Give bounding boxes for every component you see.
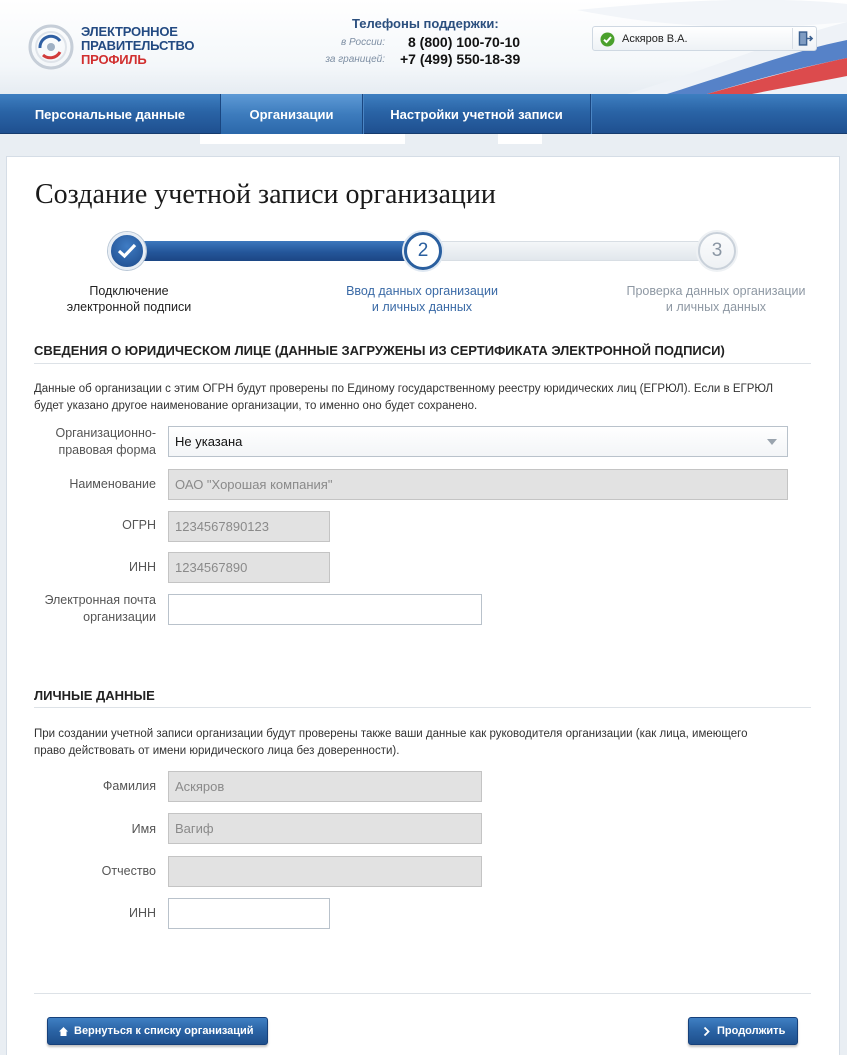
org-email-input[interactable] [168,594,482,625]
support-russia-row [300,34,525,50]
continue-button[interactable] [688,1017,798,1045]
step-3-label [616,283,816,315]
org-name-label: Наименование [69,477,156,491]
checkmark-icon [117,243,137,259]
last-name-field[interactable]: Аскяров [168,771,482,802]
nav-shadow-strip [200,134,405,144]
org-section-divider [34,363,811,364]
actions-divider [34,993,811,994]
personal-section-note [34,726,819,760]
org-section-title: СВЕДЕНИЯ О ЮРИДИЧЕСКОМ ЛИЦЕ (ДАННЫЕ ЗАГРУЖЕНЫ ИЗ СЕРТИФИКАТА ЭЛЕКТРОННОЙ ПОДПИСИ) [34,343,725,358]
personal-inn-label: ИНН [128,906,156,920]
home-icon [59,1027,68,1036]
tab-organizations[interactable]: Организации [221,94,363,134]
logout-icon[interactable] [792,28,815,49]
stepper-progress-fill [125,241,425,261]
tab-account-settings[interactable]: Настройки учетной записи [363,94,591,134]
org-inn-label: ИНН [128,560,156,574]
last-name-label: Фамилия [102,779,156,793]
legal-form-value: Не указана [175,434,243,449]
first-name-field[interactable]: Вагиф [168,813,482,844]
org-name-field[interactable]: ОАО "Хорошая компания" [168,469,788,500]
first-name-label: Имя [131,822,156,836]
nav-shadow-strip-2 [498,134,542,144]
legal-form-label-line1: Организационно- [55,426,156,440]
main-nav [0,94,847,134]
org-email-label [20,592,156,626]
step-1-label-line2: электронной подписи [66,300,192,314]
step-2-circle: 2 [404,232,442,270]
step-3-circle: 3 [698,232,736,270]
support-abroad-label: за границей: [325,54,385,65]
personal-section-divider [34,707,811,708]
legal-form-select[interactable] [168,426,788,457]
continue-button-label: Продолжить [717,1025,786,1037]
personal-note-line1: При создании учетной записи организации будут проверены также ваши данные как руководителя организации (как лица, имеющего [34,728,748,740]
org-email-label-line2: организации [83,610,156,624]
step-1-circle [108,232,146,270]
ogrn-field[interactable]: 1234567890123 [168,511,330,542]
step-2-label-line2: и личных данных [371,300,473,314]
step-3-label-line2: и личных данных [665,300,767,314]
patronymic-label: Отчество [101,864,156,878]
support-abroad-phone: +7 (499) 550-18-39 [400,51,521,67]
logo-line-1: ЭЛЕКТРОННОЕ [81,24,178,39]
personal-inn-input[interactable] [168,898,330,929]
step-1-label [48,283,210,315]
chevron-down-icon [767,439,777,445]
step-1-label-line1: Подключение [89,284,169,298]
chevron-right-icon [702,1027,711,1036]
legal-form-label [20,425,156,459]
user-name[interactable]: Аскяров В.А. [622,33,688,45]
ogrn-label: ОГРН [122,518,156,532]
step-2-label-line1: Ввод данных организации [346,284,498,298]
page-title: Создание учетной записи организации [35,179,496,210]
gov-emblem-icon [28,24,74,70]
personal-section-title: ЛИЧНЫЕ ДАННЫЕ [34,688,155,703]
check-circle-icon [600,32,615,47]
org-note-line1: Данные об организации с этим ОГРН будут проверены по Единому государственному реестру юридических лиц (ЕГРЮЛ). Если в ЕГРЮЛ [34,383,774,395]
step-2-label [330,283,514,315]
support-title: Телефоны поддержки: [352,16,499,31]
org-email-label-line1: Электронная почта [44,593,156,607]
step-3-label-line1: Проверка данных организации [626,284,806,298]
logo-text[interactable] [81,25,194,67]
back-button-label: Вернуться к списку организаций [74,1025,254,1037]
logo-line-3: ПРОФИЛЬ [81,52,147,67]
org-section-note [34,381,819,415]
org-note-line2: будет указано другое наименование организации, то именно оно будет сохранено. [34,400,478,412]
site-header [0,0,847,94]
personal-note-line2: право действовать от имени юридического лица без доверенности). [34,745,400,757]
support-abroad-row [300,51,525,67]
support-russia-phone: 8 (800) 100-70-10 [408,34,521,50]
user-box[interactable] [592,26,817,51]
org-inn-field[interactable]: 1234567890 [168,552,330,583]
legal-form-label-line2: правовая форма [58,443,156,457]
support-russia-label: в России: [340,37,385,48]
tab-personal-data[interactable]: Персональные данные [0,94,221,134]
logo-line-2: ПРАВИТЕЛЬСТВО [81,38,195,53]
patronymic-field[interactable] [168,856,482,887]
back-to-organizations-button[interactable] [47,1017,268,1045]
